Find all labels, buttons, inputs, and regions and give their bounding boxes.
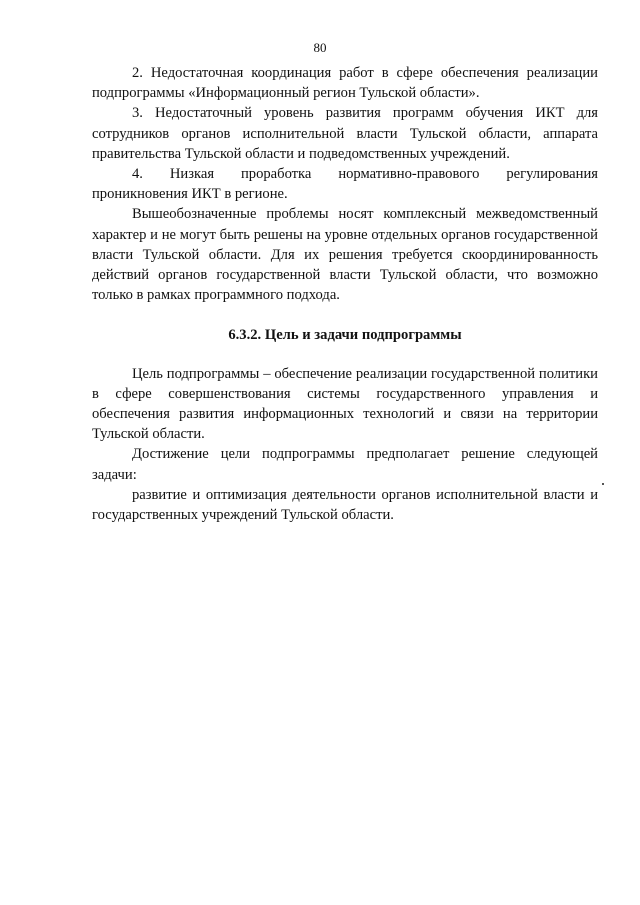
section-heading: 6.3.2. Цель и задачи подпрограммы [228,327,462,344]
document-body [92,63,598,525]
page-number: 80 [313,40,327,55]
paragraph-goal: Цель подпрограммы – обеспечение реализации государственной политики в сфере совершенствования системы государственного управления и обеспечения развития информационных технологий и связи на территории Тульской области. [92,365,598,443]
paragraph-problem-3: 3. Недостаточный уровень развития программ обучения ИКТ для сотрудников органов исполнительной власти Тульской области, аппарата правительства Тульской области и подведомственных учреждений. [92,105,598,162]
scan-artifact-dot [602,483,604,485]
paragraph-problems-summary: Вышеобозначенные проблемы носят комплексный межведомственный характер и не могут быть решены на уровне отдельных органов государственной власти Тульской области. Для их решения требуется скоординированность действий органов государственной власти Тульской области, что возможно только в рамках программного подхода. [92,206,598,304]
paragraph-problem-4: 4. Низкая проработка нормативно-правового регулирования проникновения ИКТ в регионе. [92,166,598,203]
paragraph-task: развитие и оптимизация деятельности органов исполнительной власти и государственных учреждений Тульской области. [92,486,598,524]
paragraph-goal-achievement: Достижение цели подпрограммы предполагает решение следующей задачи: [92,446,598,483]
paragraph-problem-2: 2. Недостаточная координация работ в сфере обеспечения реализации подпрограммы «Информационный регион Тульской области». [92,65,598,102]
